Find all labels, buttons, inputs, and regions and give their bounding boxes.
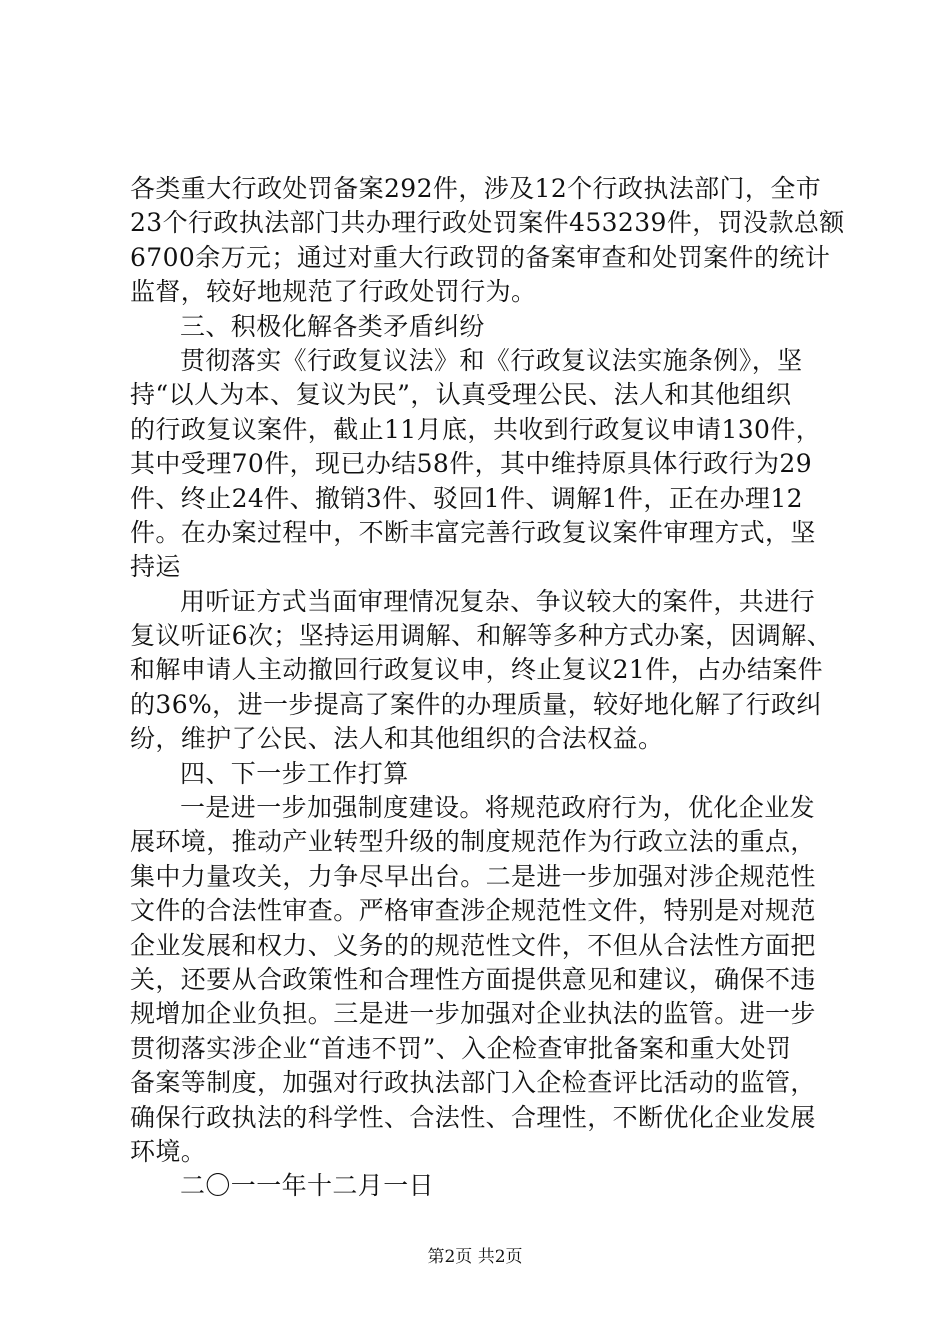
text-line: 复议听证6次；坚持运用调解、和解等多种方式办案，因调解、: [130, 621, 833, 651]
text-line: 的行政复议案件，截止11月底，共收到行政复议申请130件，: [130, 414, 822, 444]
text-line: 企业发展和权力、义务的的规范性文件，不但从合法性方面把: [130, 930, 816, 960]
text-line: 6700余万元；通过对重大行政罚的备案审查和处罚案件的统计: [130, 242, 831, 272]
section-heading-3: 三、积极化解各类矛盾纠纷: [180, 311, 485, 341]
text-line: 持“以人为本、复议为民”，认真受理公民、法人和其他组织: [130, 380, 792, 410]
text-line: 件。在办案过程中，不断丰富完善行政复议案件审理方式，坚: [130, 517, 816, 547]
text-line: 规增加企业负担。三是进一步加强对企业执法的监管。进一步: [130, 999, 816, 1029]
text-line: 确保行政执法的科学性、合法性、合理性，不断优化企业发展: [130, 1102, 816, 1132]
text-line: 纷，维护了公民、法人和其他组织的合法权益。: [130, 724, 664, 754]
text-line: 件、终止24件、撤销3件、驳回1件、调解1件，正在办理12: [130, 483, 803, 513]
text-line: 持运: [130, 552, 181, 582]
text-line: 用听证方式当面审理情况复杂、争议较大的案件，共进行: [180, 586, 816, 616]
text-line: 展环境，推动产业转型升级的制度规范作为行政立法的重点，: [130, 827, 816, 857]
text-line: 关，还要从合政策性和合理性方面提供意见和建议，确保不违: [130, 964, 816, 994]
document-body: [130, 172, 845, 1204]
text-line: 贯彻落实涉企业“首违不罚”、入企检查审批备案和重大处罚: [130, 1033, 792, 1063]
section-heading-4: 四、下一步工作打算: [180, 758, 409, 788]
text-line: 23个行政执法部门共办理行政处罚案件453239件，罚没款总额: [130, 208, 845, 238]
text-line: 的36%，进一步提高了案件的办理质量，较好地化解了行政纠: [130, 689, 822, 719]
page-number-footer: 第2页 共2页: [427, 1247, 523, 1267]
text-line: 各类重大行政处罚备案292件，涉及12个行政执法部门，全市: [130, 174, 822, 203]
text-line: 其中受理70件，现已办结58件，其中维持原具体行政行为29: [130, 449, 813, 479]
text-line: 一是进一步加强制度建设。将规范政府行为，优化企业发: [180, 793, 816, 823]
text-line: 集中力量攻关，力争尽早出台。二是进一步加强对涉企规范性: [130, 861, 816, 891]
text-line: 贯彻落实《行政复议法》和《行政复议法实施条例》，坚: [180, 345, 803, 375]
text-line: 环境。: [130, 1136, 207, 1166]
text-line: 监督，较好地规范了行政处罚行为。: [130, 277, 537, 307]
text-line: 备案等制度，加强对行政执法部门入企检查评比活动的监管，: [130, 1068, 816, 1098]
document-date: 二〇一一年十二月一日: [180, 1171, 435, 1201]
text-line: 文件的合法性审查。严格审查涉企规范性文件，特别是对规范: [130, 896, 816, 926]
text-line: 和解申请人主动撤回行政复议申，终止复议21件，占办结案件: [130, 655, 824, 685]
